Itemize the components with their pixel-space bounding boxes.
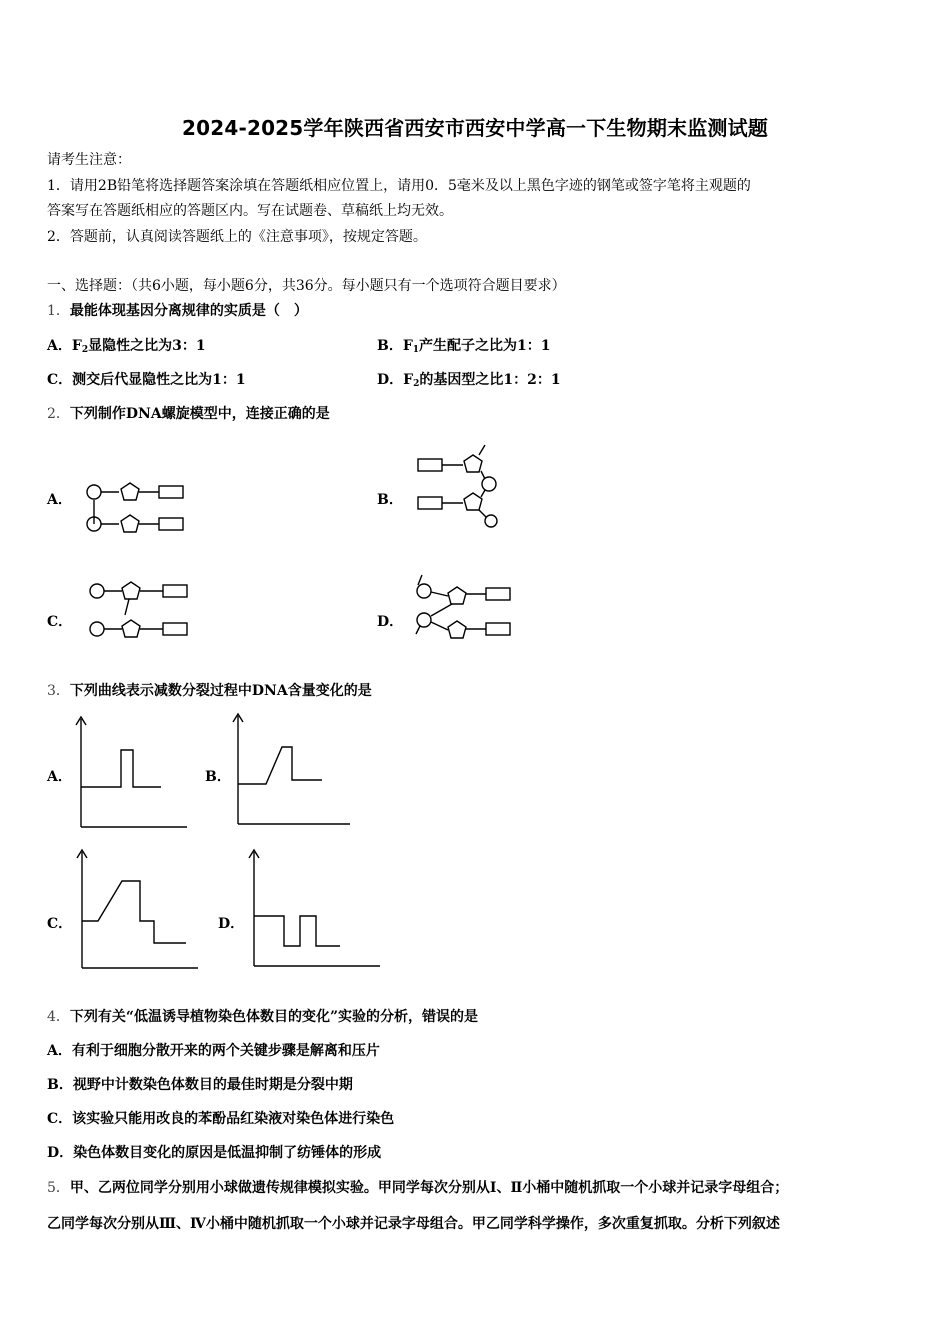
notice-line-3: 2．答题前，认真阅读答题纸上的《注意事项》，按规定答题。 [47,229,427,245]
q3-graph-d [248,848,383,973]
question-stem: 下列有关“低温诱导植物染色体数目的变化”实验的分析，错误的是 [69,1009,479,1025]
q3-option-b-label: B． [205,769,231,785]
question-number: 1． [47,303,70,319]
q2-diagram-c [85,575,195,645]
q2-diagram-b [415,445,515,535]
notice-heading: 请考生注意： [47,152,131,168]
q4-option-b: B．视野中计数染色体数目的最佳时期是分裂中期 [47,1077,353,1093]
question-stem: 下列曲线表示减数分裂过程中DNA含量变化的是 [69,683,372,699]
question-stem: 最能体现基因分离规律的实质是（ ） [69,303,308,319]
q3-option-c-label: C． [47,916,73,932]
question-2 [47,405,330,423]
q2-diagram-d [412,572,522,647]
question-stem: 下列制作DNA螺旋模型中，连接正确的是 [69,406,330,422]
q4-option-d: D．染色体数目变化的原因是低温抑制了纺锤体的形成 [47,1145,382,1161]
q3-graph-c [76,848,206,973]
section-heading: 一、选择题：（共6小题，每小题6分，共36分。每小题只有一个选项符合题目要求） [47,278,566,294]
q2-option-c-label: C． [47,614,73,630]
q4-option-a: A．有利于细胞分散开来的两个关键步骤是解离和压片 [47,1043,380,1059]
q3-graph-b [232,710,352,830]
q3-option-d-label: D． [218,916,245,932]
q1-option-d: D．$F_2$的基因型之比1：2：1 [377,372,561,389]
notice-line-1: 1．请用2B铅笔将选择题答案涂填在答题纸相应位置上，请用0．5毫米及以上黑色字迹的钢笔或签字笔将主观题的 [47,178,751,194]
q4-option-c: C．该实验只能用改良的苯酚品红染液对染色体进行染色 [47,1111,395,1127]
q2-option-b-label: B． [377,492,403,508]
q2-option-a-label: A． [47,492,72,508]
q1-option-a: A．$F_2$显隐性之比为3：1 [47,338,206,355]
q1-option-c: C．测交后代显隐性之比为1：1 [47,372,246,388]
question-3 [47,682,372,700]
question-number: 3． [47,683,70,699]
question-5-line-1: 5．甲、乙两位同学分别用小球做遗传规律模拟实验。甲同学每次分别从Ⅰ、Ⅱ小桶中随机抓取一个小球并记录字母组合； [47,1180,789,1196]
notice-line-2: 答案写在答题纸相应的答题区内。写在试题卷、草稿纸上均无效。 [47,203,453,219]
q2-option-d-label: D． [377,614,404,630]
q1-option-b: B．$F_1$产生配子之比为1：1 [377,338,551,355]
question-number: 5． [47,1180,70,1196]
question-number: 4． [47,1009,70,1025]
q2-diagram-a [80,478,190,538]
page-title: 2024-2025学年陕西省西安市西安中学高一下生物期末监测试题 [181,116,769,140]
q3-graph-a [75,713,190,833]
question-1 [47,302,308,320]
q3-option-a-label: A． [47,769,72,785]
question-4 [47,1008,478,1026]
question-number: 2． [47,406,70,422]
question-5-line-2: 乙同学每次分别从Ⅲ、Ⅳ小桶中随机抓取一个小球并记录字母组合。甲乙同学科学操作，多次重复抓取。分析下列叙述 [47,1216,780,1232]
